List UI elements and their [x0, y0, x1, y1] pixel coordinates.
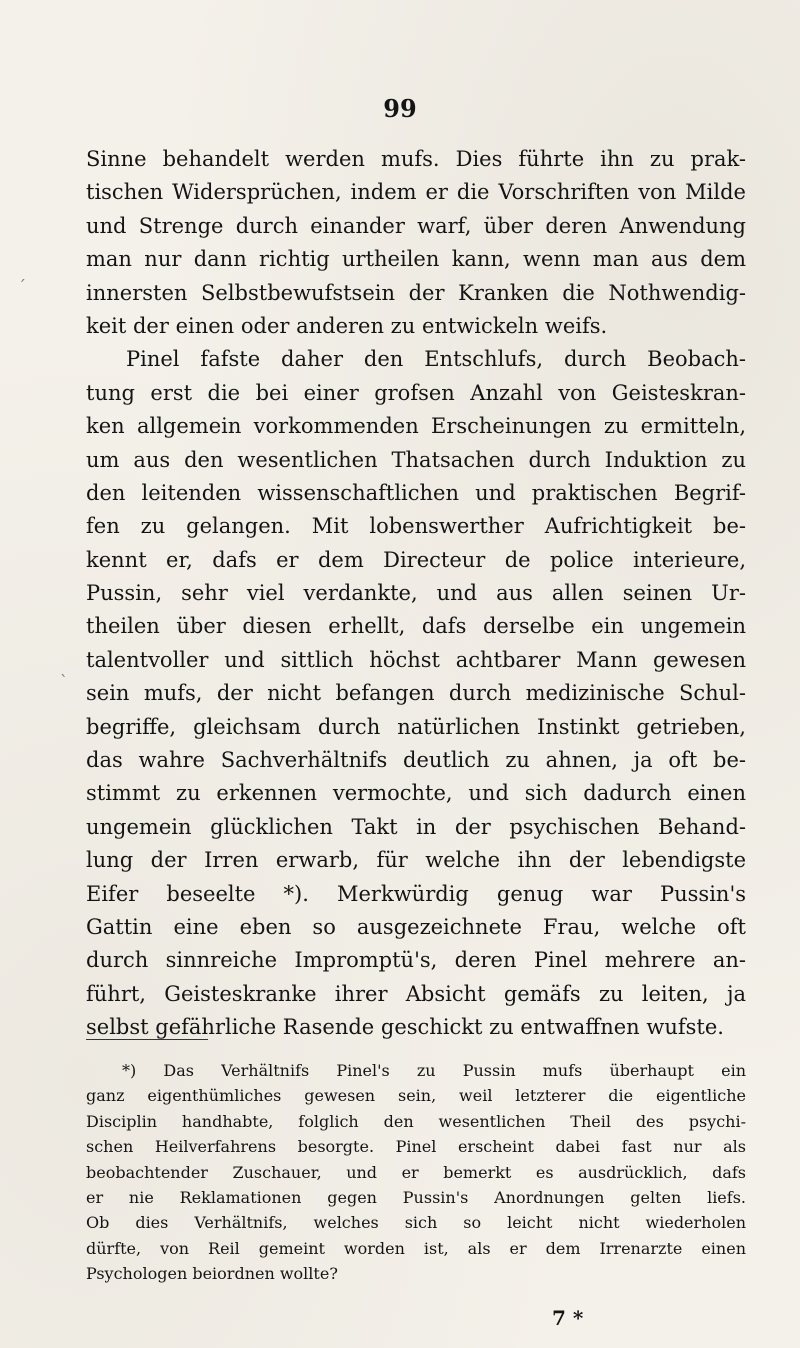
main-text — [86, 143, 746, 1045]
text-line: das wahre Sachverhältnifs deutlich zu ahnen, ja oft be- — [86, 748, 746, 773]
text-line: Eifer beseelte *). Merkwürdig genug war Pussin's — [86, 881, 746, 906]
text-line: selbst gefährliche Rasende geschickt zu entwaffnen wufste. — [86, 1015, 724, 1040]
footnote-line: Psychologen beiordnen wollte? — [86, 1264, 338, 1284]
footnote-line: ganz eigenthümliches gewesen sein, weil letzterer die eigentliche — [86, 1086, 746, 1106]
text-line: lung der Irren erwarb, für welche ihn der lebendigste — [86, 848, 746, 873]
page-number: 99 — [383, 94, 417, 123]
text-line: Pinel fafste daher den Entschlufs, durch Beobach- — [126, 347, 746, 372]
text-line: sein mufs, der nicht befangen durch medizinische Schul- — [86, 681, 746, 706]
text-line: und Strenge durch einander warf, über deren Anwendung — [86, 213, 746, 238]
text-line: um aus den wesentlichen Thatsachen durch Induktion zu — [86, 447, 746, 472]
footnote-line: Disciplin handhabte, folglich den wesentlichen Theil des psychi- — [86, 1111, 746, 1131]
text-line: den leitenden wissenschaftlichen und praktischen Begrif- — [86, 480, 746, 505]
footnote-line: er nie Reklamationen gegen Pussin's Anordnungen gelten liefs. — [86, 1187, 746, 1207]
text-line: Sinne behandelt werden mufs. Dies führte ihn zu prak- — [86, 147, 746, 171]
text-line: Pussin, sehr viel verdankte, und aus allen seinen Ur- — [86, 581, 746, 606]
text-line: theilen über diesen erhellt, dafs derselbe ein ungemein — [86, 614, 746, 639]
text-line: ungemein glücklichen Takt in der psychischen Behand- — [86, 814, 746, 839]
text-line: ken allgemein vorkommenden Erscheinungen zu ermitteln, — [86, 414, 746, 439]
margin-mark: ´ — [18, 277, 26, 296]
text-line: durch sinnreiche Impromptü's, deren Pinel mehrere an- — [86, 948, 746, 973]
footnote-line: dürfte, von Reil gemeint worden ist, als er dem Irrenarzte einen — [86, 1238, 746, 1258]
text-line: tung erst die bei einer grofsen Anzahl von Geisteskran- — [86, 380, 746, 405]
footnote — [86, 1058, 746, 1287]
text-line: kennt er, dafs er dem Directeur de police interieure, — [86, 547, 746, 572]
footnote-line: Ob dies Verhältnifs, welches sich so leicht nicht wiederholen — [86, 1213, 746, 1233]
text-line: keit der einen oder anderen zu entwickeln weifs. — [86, 313, 608, 338]
margin-mark: ` — [60, 672, 68, 691]
text-line: führt, Geisteskranke ihrer Absicht gemäfs zu leiten, ja — [86, 981, 746, 1006]
footnote-line: beobachtender Zuschauer, und er bemerkt es ausdrücklich, dafs — [86, 1162, 746, 1182]
text-line: begriffe, gleichsam durch natürlichen Instinkt getrieben, — [86, 714, 746, 739]
text-line: tischen Widersprüchen, indem er die Vorschriften von Milde — [86, 180, 746, 205]
text-line: innersten Selbstbewufstsein der Kranken die Nothwendig- — [86, 280, 746, 305]
footnote-line: *) Das Verhältnifs Pinel's zu Pussin mufs überhaupt ein — [122, 1061, 746, 1080]
sheet-signature: 7 * — [552, 1306, 584, 1330]
text-line: talentvoller und sittlich höchst achtbarer Mann gewesen — [86, 647, 746, 672]
footnote-line: schen Heilverfahrens besorgte. Pinel erscheint dabei fast nur als — [86, 1137, 746, 1157]
text-line: fen zu gelangen. Mit lobenswerther Aufrichtigkeit be- — [86, 514, 746, 539]
footnote-rule — [86, 1039, 208, 1040]
text-line: Gattin eine eben so ausgezeichnete Frau, welche oft — [86, 914, 746, 939]
text-line: stimmt zu erkennen vermochte, und sich dadurch einen — [86, 781, 746, 806]
text-line: man nur dann richtig urtheilen kann, wenn man aus dem — [86, 247, 746, 272]
